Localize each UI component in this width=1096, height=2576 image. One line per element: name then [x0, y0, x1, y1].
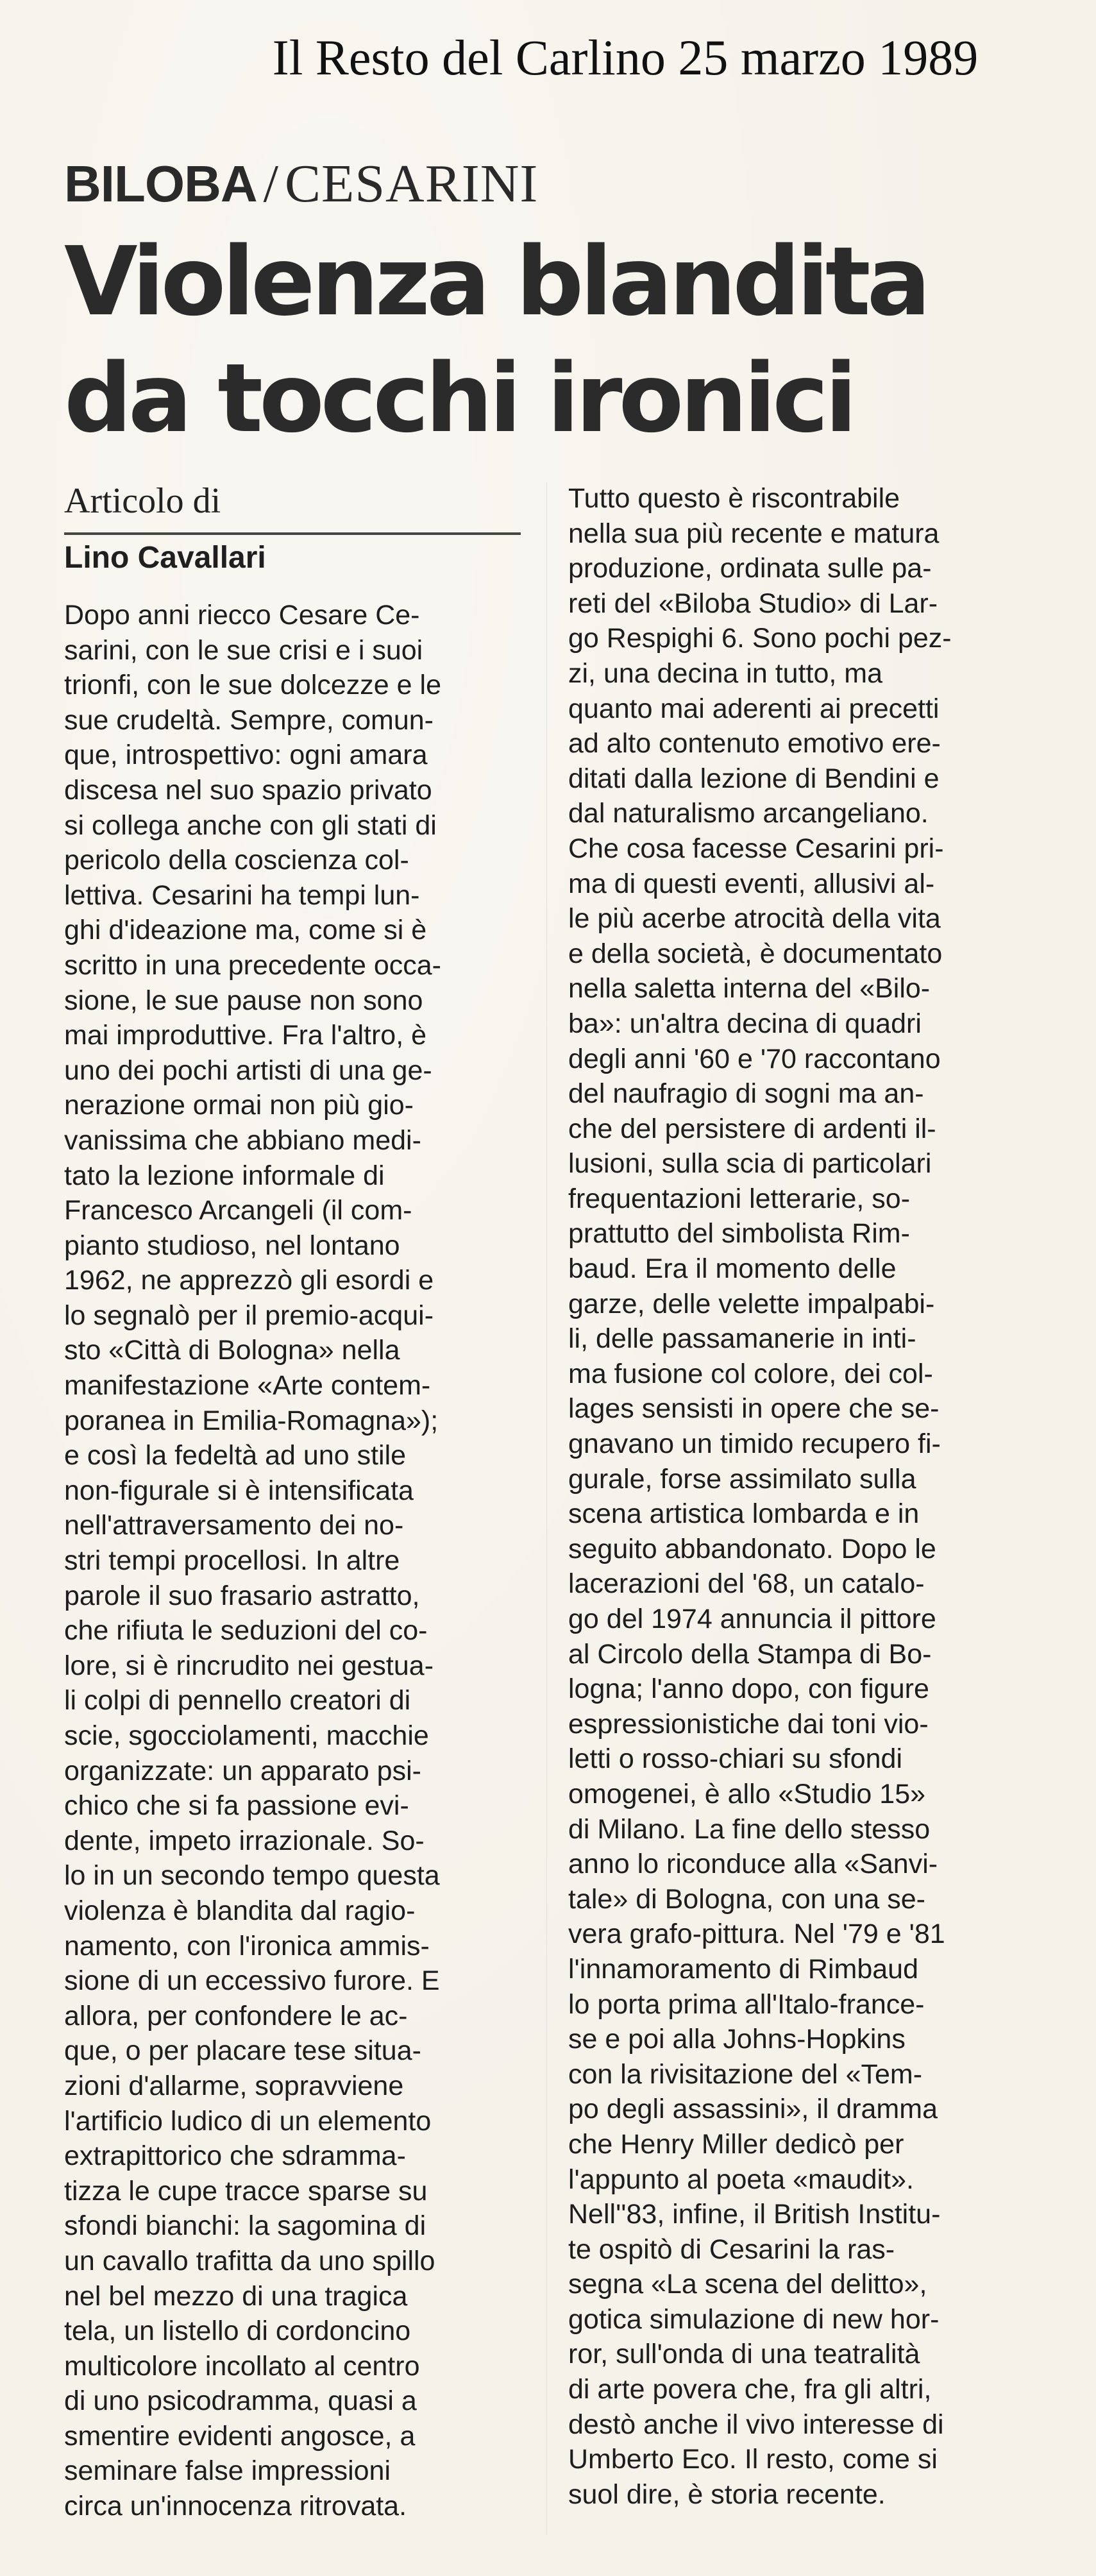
article-text-line: ma di questi eventi, allusivi al-	[568, 868, 935, 899]
article-text-line: circa un'innocenza ritrovata.	[64, 2491, 407, 2522]
kicker-gallery: BILOBA	[64, 155, 257, 212]
article-text-line: tela, un listello di cordoncino	[64, 2316, 411, 2347]
article-text-line: stri tempi procellosi. In altre	[64, 1545, 400, 1577]
article-text-line: po degli assassini», il dramma	[568, 2094, 938, 2125]
kicker-separator: /	[263, 154, 278, 214]
article-text-line: reti del «Biloba Studio» di Lar-	[568, 588, 938, 619]
article-text-line: gnavano un timido recupero fi-	[568, 1428, 941, 1460]
article-text-line: namento, con l'ironica ammis-	[64, 1930, 430, 1962]
article-text-line: lettiva. Cesarini ha tempi lun-	[64, 879, 420, 911]
article-text-line: ditati dalla lezione di Bendini e	[568, 763, 940, 794]
article-text-line: parole il suo frasario astratto,	[64, 1580, 420, 1611]
article-text-line: nel bel mezzo di una tragica	[64, 2280, 408, 2312]
article-text-line: multicolore incollato al centro	[64, 2350, 420, 2382]
article-text-line: vanissima che abbiano medi-	[64, 1124, 421, 1156]
article-text-line: lo segnalò per il premio-acqui-	[64, 1300, 434, 1331]
article-text-line: lore, si è rincrudito nei gestua-	[64, 1650, 434, 1681]
article-text-line: letti o rosso-chiari su sfondi	[568, 1743, 902, 1775]
article-text-line: te ospitò di Cesarini la ras-	[568, 2233, 895, 2265]
column-gutter	[546, 482, 547, 2535]
article-text-line: di uno psicodramma, quasi a	[64, 2385, 417, 2417]
article-text-line: che rifiuta le seduzioni del co-	[64, 1615, 428, 1647]
article-text-line: frequentazioni letterarie, so-	[568, 1183, 911, 1214]
article-text-line: tale» di Bologna, con una se-	[568, 1883, 926, 1915]
article-text-line: lusioni, sulla scia di particolari	[568, 1148, 932, 1180]
article-text-line: con la rivisitazione del «Tem-	[568, 2058, 923, 2090]
article-column-left	[64, 598, 526, 2524]
article-text-line: l'artificio ludico di un elemento	[64, 2105, 432, 2137]
article-text-line: nerazione ormai non più gio-	[64, 1090, 414, 1121]
article-text-line: logna; l'anno dopo, con figure	[568, 1674, 929, 1705]
article-text-line: ma fusione col colore, dei col-	[568, 1358, 933, 1389]
article-text-line: Che cosa facesse Cesarini pri-	[568, 833, 944, 864]
article-text-line: seminare false impressioni	[64, 2455, 391, 2487]
article-text-line: Nell''83, infine, il British Institu-	[568, 2199, 941, 2230]
article-text-line: go del 1974 annuncia il pittore	[568, 1604, 936, 1634]
article-text-line: l'innamoramento di Rimbaud	[568, 1953, 918, 1985]
article-text-line: violenza è blandita dal ragio-	[64, 1895, 416, 1926]
article-text-line: li colpi di pennello creatori di	[64, 1685, 411, 1716]
article-text-line: di arte povera che, fra gli altri,	[568, 2374, 932, 2405]
article-text-line: sfondi bianchi: la sagomina di	[64, 2210, 426, 2242]
article-text-line: ror, sull'onda di una teatralità	[568, 2339, 920, 2370]
article-text-line: che Henry Miller dedicò per	[568, 2128, 904, 2160]
article-text-line: seguito abbandonato. Dopo le	[568, 1533, 936, 1564]
article-text-line: chico che si fa passione evi-	[64, 1790, 409, 1822]
article-text-line: anno lo riconduce alla «Sanvi-	[568, 1849, 938, 1880]
article-column-right	[568, 481, 1030, 2512]
article-text-line: e della società, è documentato	[568, 938, 943, 969]
article-text-line: ghi d'ideazione ma, come si è	[64, 915, 427, 946]
article-text-line: extrapittorico che sdramma-	[64, 2140, 406, 2172]
article-text-line: se e poi alla Johns-Hopkins	[568, 2024, 906, 2055]
article-text-line: allora, per confondere le ac-	[64, 2000, 408, 2031]
article-text-line: suol dire, è storia recente.	[568, 2479, 886, 2510]
article-text-line: nella sua più recente e matura	[568, 518, 940, 549]
article-text-line: go Respighi 6. Sono pochi pez-	[568, 623, 952, 654]
article-text-line: sto «Città di Bologna» nella	[64, 1335, 400, 1366]
article-text-line: zioni d'allarme, sopravviene	[64, 2070, 404, 2101]
byline-label: Articolo di	[64, 481, 221, 521]
kicker-artist: CESARINI	[284, 154, 539, 214]
article-text-line: scena artistica lombarda e in	[568, 1498, 920, 1530]
article-text-line: smentire evidenti angosce, a	[64, 2420, 416, 2452]
article-text-line: scie, sgocciolamenti, macchie	[64, 1720, 429, 1751]
article-text-line: degli anni '60 e '70 raccontano	[568, 1043, 941, 1074]
article-text-line: 1962, ne apprezzò gli esordi e	[64, 1265, 434, 1296]
article-headline	[64, 223, 1065, 457]
article-text-line: segna «La scena del delitto»,	[568, 2269, 927, 2300]
article-text-line: dal naturalismo arcangeliano.	[568, 798, 929, 829]
article-text-line: discesa nel suo spazio privato	[64, 774, 432, 806]
article-text-line: sarini, con le sue crisi e i suoi	[64, 634, 423, 666]
article-text-line: omogenei, è allo «Studio 15»	[568, 1778, 926, 1809]
article-text-line: Dopo anni riecco Cesare Ce-	[64, 600, 420, 631]
article-text-line: le più acerbe atrocità della vita	[568, 903, 941, 935]
article-text-line: organizzate: un apparato psi-	[64, 1755, 421, 1786]
article-text-line: scritto in una precedente occa-	[64, 949, 441, 981]
article-text-line: zi, una decina in tutto, ma	[568, 657, 883, 689]
article-text-line: manifestazione «Arte contem-	[64, 1370, 431, 1402]
article-text-line: lo porta prima all'Italo-france-	[568, 1988, 925, 2020]
article-text-line: Umberto Eco. Il resto, come si	[568, 2444, 938, 2475]
article-text-line: uno dei pochi artisti di una ge-	[64, 1055, 432, 1086]
article-text-line: dente, impeto irrazionale. So-	[64, 1825, 425, 1856]
article-text-line: destò anche il vivo interesse di	[568, 2409, 944, 2440]
article-text-line: del naufragio di sogni ma an-	[568, 1078, 924, 1110]
article-text-line: quanto mai aderenti ai precetti	[568, 693, 940, 724]
article-text-line: e così la fedeltà ad uno stile	[64, 1440, 407, 1471]
article-text-line: que, introspettivo: ogni amara	[64, 740, 428, 771]
article-text-line: baud. Era il momento delle	[568, 1253, 897, 1285]
article-text-line: espressionistiche dai toni vio-	[568, 1708, 929, 1740]
article-text-line: tato la lezione informale di	[64, 1160, 385, 1191]
article-text-line: trionfi, con le sue dolcezze e le	[64, 670, 441, 701]
article-text-line: non-figurale si è intensificata	[64, 1475, 414, 1506]
article-text-line: ad alto contenuto emotivo ere-	[568, 728, 941, 759]
article-text-line: sione di un eccessivo furore. E	[64, 1965, 440, 1997]
article-text-line: poranea in Emilia-Romagna»);	[64, 1405, 439, 1436]
article-text-line: pericolo della coscienza col-	[64, 845, 409, 876]
article-text-line: lo in un secondo tempo questa	[64, 1860, 440, 1892]
article-text-line: Tutto questo è riscontrabile	[568, 483, 900, 514]
byline-divider	[64, 532, 521, 535]
article-text-line: sue crudeltà. Sempre, comun-	[64, 704, 434, 736]
article-text-line: mai improduttive. Fra l'altro, è	[64, 1020, 427, 1051]
article-text-line: sione, le sue pause non sono	[64, 985, 423, 1016]
article-text-line: gurale, forse assimilato sulla	[568, 1463, 916, 1495]
article-text-line: garze, delle velette impalpabi-	[568, 1288, 935, 1319]
article-text-line: che del persistere di ardenti il-	[568, 1113, 936, 1144]
article-kicker	[64, 149, 538, 234]
article-text-line: li, delle passamanerie in inti-	[568, 1323, 916, 1355]
article-text-line: prattutto del simbolista Rim-	[568, 1218, 910, 1250]
article-text-line: un cavallo trafitta da uno spillo	[64, 2245, 435, 2276]
byline-author: Lino Cavallari	[64, 541, 266, 575]
article-text-line: lages sensisti in opere che se-	[568, 1393, 940, 1425]
headline-line-1: Violenza blandita	[64, 226, 927, 337]
article-text-line: gotica simulazione di new hor-	[568, 2303, 940, 2335]
article-text-line: si collega anche con gli stati di	[64, 809, 437, 841]
masthead-date: Il Resto del Carlino 25 marzo 1989	[272, 30, 979, 85]
article-text-line: pianto studioso, nel lontano	[64, 1230, 400, 1261]
article-text-line: que, o per placare tese situa-	[64, 2035, 421, 2067]
article-text-line: nell'attraversamento dei no-	[64, 1510, 404, 1541]
article-text-line: l'appunto al poeta «maudit».	[568, 2164, 914, 2195]
article-text-line: di Milano. La fine dello stesso	[568, 1813, 931, 1845]
article-text-line: produzione, ordinata sulle pa-	[568, 553, 932, 584]
article-text-line: Francesco Arcangeli (il com-	[64, 1195, 412, 1226]
article-text-line: al Circolo della Stampa di Bo-	[568, 1638, 932, 1670]
headline-line-2: da tocchi ironici	[64, 343, 854, 453]
article-text-line: ba»: un'altra decina di quadri	[568, 1008, 922, 1039]
article-text-line: nella saletta interna del «Bilo-	[568, 973, 931, 1004]
article-text-line: vera grafo-pittura. Nel '79 e '81	[568, 1919, 945, 1950]
article-text-line: lacerazioni del '68, un catalo-	[568, 1568, 925, 1600]
article-text-line: tizza le cupe tracce sparse su	[64, 2175, 428, 2207]
